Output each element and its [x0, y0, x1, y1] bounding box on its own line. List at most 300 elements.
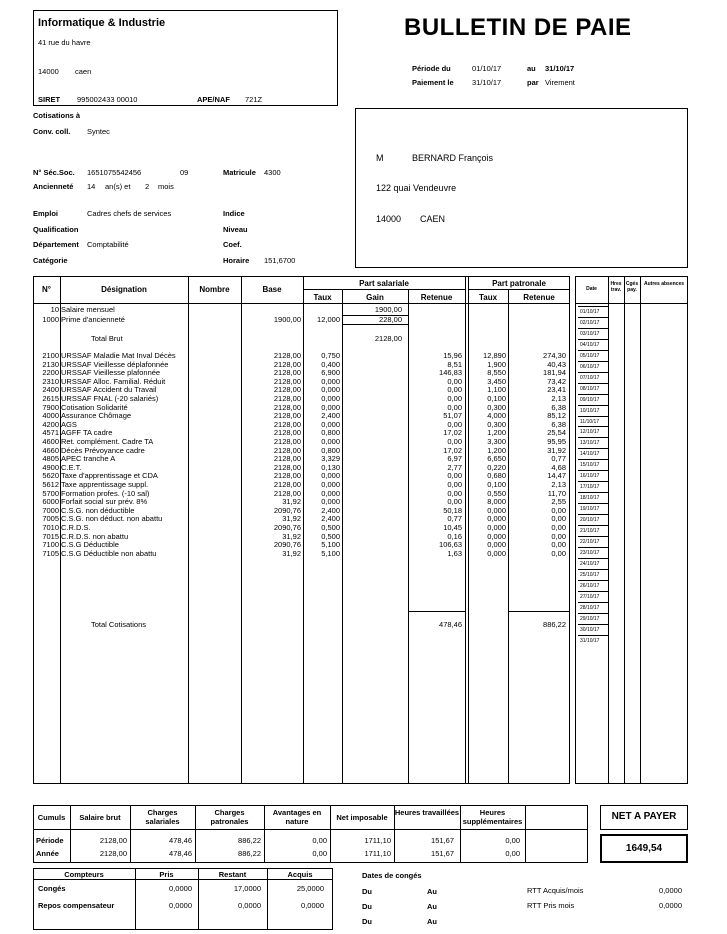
- row-retenue-patronale: 25,54: [547, 428, 566, 438]
- header-taux-patronal: Taux: [478, 293, 498, 302]
- calendar-date: 14/10/17: [578, 448, 608, 459]
- category-label: Catégorie: [33, 256, 68, 265]
- indice-label: Indice: [223, 209, 245, 218]
- header-part-salariale: Part salariale: [359, 279, 409, 288]
- row-retenue: 0,00: [447, 480, 462, 489]
- period-from: 01/10/17: [472, 64, 502, 73]
- periode-avant: 0,00: [312, 836, 327, 845]
- recipient-name: BERNARD François: [412, 153, 494, 163]
- row-retenue-patronale: 40,43: [547, 359, 566, 369]
- row-code: 7000: [42, 505, 59, 515]
- employer-city: caen: [75, 67, 92, 76]
- rtt-acquis-value: 0,0000: [659, 886, 682, 895]
- row-code: 4600: [42, 437, 59, 446]
- row-code: 5620: [42, 471, 59, 481]
- row-code: 1000: [42, 315, 59, 324]
- row-label: C.S.G. non déduct. non abattu: [61, 514, 163, 524]
- header-cges: Cgés pay.: [625, 281, 639, 293]
- row-label: C.R.D.S. non abattu: [61, 531, 129, 541]
- conges-pris: 0,0000: [169, 884, 192, 893]
- row-retenue: 50,18: [443, 505, 462, 515]
- annee-brut: 2128,00: [99, 849, 127, 858]
- calendar-date: 08/10/17: [578, 383, 608, 394]
- header-part-patronale: Part patronale: [492, 279, 546, 288]
- row-taux: 0,000: [321, 437, 340, 446]
- row-base: 2128,00: [273, 454, 301, 464]
- row-base: 2128,00: [273, 462, 301, 472]
- row-retenue: 0,00: [447, 376, 462, 386]
- leave-du-3: Du: [362, 917, 372, 926]
- department-value: Comptabilité: [87, 240, 129, 249]
- row-retenue: 0,00: [447, 497, 462, 507]
- row-taux-patronal: 0,000: [487, 531, 506, 541]
- row-code: 2100: [42, 351, 59, 360]
- row-code: 4200: [42, 419, 59, 429]
- header-base: Base: [262, 285, 282, 294]
- calendar-date: 05/10/17: [578, 350, 608, 361]
- cumuls-avant-header: Avantages en nature: [272, 808, 322, 826]
- row-retenue: 0,00: [447, 471, 462, 481]
- ssn-value: 1651075542456: [87, 168, 142, 177]
- employer-postcode: 14000: [38, 67, 59, 76]
- calendar-date: 21/10/17: [578, 525, 608, 536]
- seniority-months: 2: [145, 182, 150, 191]
- cumuls-net-header: Net imposable: [336, 813, 388, 822]
- pay-date-label: Paiement le: [412, 78, 454, 87]
- row-retenue-patronale: 95,95: [547, 437, 566, 446]
- row-taux-patronal: 12,890: [483, 351, 506, 360]
- rtt-pris-label: RTT Pris mois: [527, 901, 575, 910]
- row-base: 2128,00: [273, 445, 301, 455]
- row-base: 2128,00: [273, 488, 301, 498]
- row-base: 31,92: [282, 514, 301, 524]
- calendar-date: 24/10/17: [578, 558, 608, 569]
- header-gain: Gain: [366, 293, 384, 302]
- siret-label: SIRET: [38, 95, 61, 104]
- row-code: 6000: [42, 497, 59, 507]
- row-base: 2090,76: [273, 540, 301, 550]
- calendar-date: 12/10/17: [578, 426, 608, 437]
- row-taux-patronal: 4,000: [487, 411, 506, 421]
- employer-address: 41 rue du havre: [38, 38, 91, 47]
- seniority-months-label: mois: [158, 182, 174, 191]
- total-brut-value: 2128,00: [374, 334, 402, 343]
- row-retenue: 0,77: [447, 514, 462, 524]
- row-base: 2090,76: [273, 523, 301, 532]
- calendar-date: 28/10/17: [578, 602, 608, 613]
- counters-restant-header: Restant: [218, 870, 247, 879]
- row-retenue: 0,00: [447, 394, 462, 403]
- row-taux-patronal: 0,000: [487, 540, 506, 550]
- niveau-label: Niveau: [223, 225, 248, 234]
- row-label: Cotisation Solidarité: [61, 402, 128, 412]
- row-code: 2310: [42, 376, 59, 386]
- row-gain: 228,00: [379, 315, 402, 324]
- annee-net: 1711,10: [364, 849, 391, 858]
- pay-date: 31/10/17: [472, 78, 502, 87]
- row-retenue-patronale: 274,30: [543, 351, 566, 360]
- row-label: Ret. complément. Cadre TA: [61, 437, 154, 446]
- calendar-date: 03/10/17: [578, 328, 608, 339]
- row-retenue: 10,45: [443, 523, 462, 532]
- row-taux-patronal: 8,000: [487, 497, 506, 507]
- row-taux: 2,400: [321, 411, 340, 421]
- siret-value: 995002433 00010: [77, 95, 138, 104]
- row-retenue: 51,07: [443, 411, 462, 421]
- row-code: 4805: [42, 454, 59, 464]
- calendar-date: 25/10/17: [578, 569, 608, 580]
- row-taux-patronal: 1,900: [487, 359, 506, 369]
- row-code: 5612: [42, 480, 59, 489]
- repos-pris: 0,0000: [169, 901, 192, 910]
- row-taux-patronal: 0,000: [487, 523, 506, 532]
- calendar-date: 11/10/17: [578, 416, 608, 427]
- row-base: 2128,00: [273, 437, 301, 446]
- row-base: 2128,00: [273, 359, 301, 369]
- row-taux-patronal: 3,300: [487, 437, 506, 446]
- calendar-date: 30/10/17: [578, 624, 608, 635]
- row-base: 2128,00: [273, 376, 301, 386]
- row-retenue-patronale: 85,12: [547, 411, 566, 421]
- periode-csal: 478,46: [169, 836, 192, 845]
- periode-net: 1711,10: [364, 836, 391, 845]
- row-taux-patronal: 0,300: [487, 402, 506, 412]
- header-retenue: Retenue: [420, 293, 453, 302]
- matricule-value: 4300: [264, 168, 281, 177]
- row-base: 2128,00: [273, 419, 301, 429]
- row-retenue: 8,51: [447, 359, 462, 369]
- row-retenue-patronale: 0,00: [551, 531, 566, 541]
- recipient-postcode: 14000: [376, 214, 402, 224]
- row-retenue: 0,00: [447, 385, 462, 395]
- row-taux: 0,000: [321, 471, 340, 481]
- row-taux-patronal: 8,550: [487, 368, 506, 378]
- emploi-value: Cadres chefs de services: [87, 209, 172, 218]
- calendar-date: 19/10/17: [578, 503, 608, 514]
- row-taux: 0,130: [321, 462, 340, 472]
- row-code: 4660: [42, 445, 59, 455]
- row-retenue: 0,00: [447, 488, 462, 498]
- row-base: 2128,00: [273, 368, 301, 378]
- row-gain: 1900,00: [374, 305, 402, 314]
- row-retenue-patronale: 6,38: [551, 419, 566, 429]
- annee-cpat: 886,22: [238, 849, 261, 858]
- header-num: N°: [42, 285, 51, 294]
- row-taux: 0,000: [321, 497, 340, 507]
- row-label: AGFF TA cadre: [61, 428, 113, 438]
- row-taux: 0,000: [321, 376, 340, 386]
- calendar-date: 27/10/17: [578, 591, 608, 602]
- leave-au-3: Au: [427, 917, 437, 926]
- row-label: C.E.T.: [61, 462, 82, 472]
- row-label: AGS: [61, 419, 77, 429]
- calendar-date: 23/10/17: [578, 547, 608, 558]
- row-taux: 12,000: [317, 315, 340, 324]
- row-taux-patronal: 6,650: [487, 454, 506, 464]
- row-base: 2128,00: [273, 402, 301, 412]
- row-label: Taxe d'apprentissage et CDA: [61, 471, 158, 481]
- calendar-date: 13/10/17: [578, 437, 608, 448]
- row-retenue-patronale: 11,70: [547, 488, 566, 498]
- row-retenue: 0,00: [447, 437, 462, 446]
- row-taux: 0,750: [321, 351, 340, 360]
- leave-dates-title: Dates de congés: [362, 871, 422, 880]
- horaire-label: Horaire: [223, 256, 250, 265]
- row-taux: 0,500: [321, 523, 340, 532]
- row-taux-patronal: 0,300: [487, 419, 506, 429]
- row-label: URSSAF FNAL (-20 salariés): [61, 394, 159, 403]
- row-retenue: 2,77: [447, 462, 462, 472]
- row-taux-patronal: 1,200: [487, 428, 506, 438]
- row-code: 2615: [42, 394, 59, 403]
- row-code: 7015: [42, 531, 59, 541]
- counters-acquis-header: Acquis: [287, 870, 313, 879]
- row-label: URSSAF Maladie Mat Inval Décès: [61, 351, 176, 360]
- row-taux: 0,000: [321, 488, 340, 498]
- annee-csal: 478,46: [169, 849, 192, 858]
- leave-du-1: Du: [362, 887, 372, 896]
- row-code: 7005: [42, 514, 59, 524]
- row-taux-patronal: 0,000: [487, 514, 506, 524]
- row-taux-patronal: 0,680: [487, 471, 506, 481]
- row-label: Formation profes. (-10 sal): [61, 488, 150, 498]
- leave-au-2: Au: [427, 902, 437, 911]
- row-code: 2130: [42, 359, 59, 369]
- row-label: C.R.D.S.: [61, 523, 91, 532]
- row-base: 2128,00: [273, 428, 301, 438]
- row-taux: 0,800: [321, 445, 340, 455]
- conges-label: Congés: [38, 884, 66, 893]
- row-taux-patronal: 1,100: [487, 385, 506, 395]
- row-taux: 0,000: [321, 402, 340, 412]
- pay-method: Virement: [545, 78, 575, 87]
- row-retenue-patronale: 2,55: [551, 497, 566, 507]
- row-taux-patronal: 0,550: [487, 488, 506, 498]
- emploi-label: Emploi: [33, 209, 59, 218]
- row-taux: 0,000: [321, 480, 340, 489]
- header-autres: Autres absences: [643, 281, 685, 287]
- row-retenue-patronale: 181,94: [543, 368, 566, 378]
- net-a-payer-value: 1649,54: [625, 843, 663, 854]
- row-base: 1900,00: [273, 315, 301, 324]
- row-code: 4900: [42, 462, 59, 472]
- recipient-civility: M: [376, 153, 384, 163]
- calendar-date: 10/10/17: [578, 405, 608, 416]
- row-taux: 0,800: [321, 428, 340, 438]
- row-retenue-patronale: 0,00: [551, 540, 566, 550]
- row-code: 4000: [42, 411, 59, 421]
- row-retenue-patronale: 0,00: [551, 514, 566, 524]
- row-base: 2128,00: [273, 394, 301, 403]
- row-code: 7900: [42, 402, 59, 412]
- leave-du-2: Du: [362, 902, 372, 911]
- row-retenue-patronale: 73,42: [547, 376, 566, 386]
- row-retenue-patronale: 4,68: [551, 462, 566, 472]
- ssn-key: 09: [180, 168, 189, 177]
- period-to-label: au: [527, 64, 536, 73]
- total-cotisations-patronal: 886,22: [543, 620, 566, 629]
- calendar-date: 06/10/17: [578, 361, 608, 372]
- row-retenue-patronale: 0,77: [551, 454, 566, 464]
- total-cotisations-salarial: 478,46: [439, 620, 462, 629]
- row-taux: 0,000: [321, 394, 340, 403]
- horaire-value: 151,6700: [264, 256, 296, 265]
- period-to: 31/10/17: [545, 64, 575, 73]
- rtt-acquis-label: RTT Acquis/mois: [527, 886, 584, 895]
- qualification-label: Qualification: [33, 225, 79, 234]
- matricule-label: Matricule: [223, 168, 256, 177]
- row-retenue: 0,00: [447, 402, 462, 412]
- row-base: 31,92: [282, 497, 301, 507]
- ssn-label: N° Séc.Soc.: [33, 168, 75, 177]
- row-retenue: 106,63: [439, 540, 462, 550]
- conv-label: Conv. coll.: [33, 127, 71, 136]
- calendar-date: 22/10/17: [578, 536, 608, 547]
- header-retenue-patronale: Retenue: [523, 293, 555, 302]
- calendar-date: 04/10/17: [578, 339, 608, 350]
- seniority-label: Ancienneté: [33, 182, 74, 191]
- row-taux-patronal: 0,100: [487, 480, 506, 489]
- row-taux: 2,400: [321, 505, 340, 515]
- row-label: URSSAF Vieillesse plafonnée: [61, 368, 161, 378]
- calendar-date: 15/10/17: [578, 459, 608, 470]
- cumuls-periode-label: Période: [36, 836, 64, 845]
- counters-pris-header: Pris: [159, 870, 174, 879]
- department-label: Département: [33, 240, 79, 249]
- employer-name: Informatique & Industrie: [38, 17, 166, 29]
- row-retenue-patronale: 2,13: [551, 394, 566, 403]
- header-taux: Taux: [313, 293, 332, 302]
- net-a-payer-label: NET A PAYER: [611, 811, 677, 822]
- row-code: 5700: [42, 488, 59, 498]
- repos-acquis: 0,0000: [301, 901, 324, 910]
- counters-header: Compteurs: [64, 870, 104, 879]
- row-code: 2400: [42, 385, 59, 395]
- row-retenue-patronale: 0,00: [551, 505, 566, 515]
- row-base: 2128,00: [273, 351, 301, 360]
- row-taux: 2,400: [321, 514, 340, 524]
- calendar-date: 17/10/17: [578, 481, 608, 492]
- cumuls-cpat-header: Charges patronales: [210, 808, 249, 826]
- row-code: 7010: [42, 523, 59, 532]
- periode-cpat: 886,22: [238, 836, 261, 845]
- total-cotisations-label: Total Cotisations: [91, 620, 147, 629]
- row-label: Forfait social sur prév. 8%: [61, 497, 148, 507]
- row-taux-patronal: 3,450: [487, 376, 506, 386]
- calendar-date: 01/10/17: [578, 306, 608, 317]
- row-label: Décès Prévoyance cadre: [61, 445, 145, 455]
- calendar-date: 26/10/17: [578, 580, 608, 591]
- row-retenue: 6,97: [447, 454, 462, 464]
- row-retenue-patronale: 6,38: [551, 402, 566, 412]
- conges-restant: 17,0000: [233, 884, 261, 893]
- repos-restant: 0,0000: [238, 901, 261, 910]
- seniority-years: 14: [87, 182, 96, 191]
- row-retenue: 17,02: [443, 428, 462, 438]
- row-taux: 0,000: [321, 385, 340, 395]
- leave-au-1: Au: [427, 887, 437, 896]
- seniority-years-label: an(s) et: [105, 182, 131, 191]
- row-code: 7105: [42, 548, 59, 558]
- coef-label: Coef.: [223, 240, 242, 249]
- calendar-date: 31/10/17: [578, 635, 608, 646]
- row-base: 2128,00: [273, 385, 301, 395]
- ape-label: APE/NAF: [197, 95, 230, 104]
- row-code: 4571: [42, 428, 59, 438]
- row-label: URSSAF Vieillesse déplafonnée: [61, 359, 169, 369]
- row-code: 10: [50, 305, 59, 314]
- conv-value: Syntec: [87, 127, 110, 136]
- calendar-date: 16/10/17: [578, 470, 608, 481]
- cumuls-brut-header: Salaire brut: [79, 813, 121, 822]
- calendar-date: 02/10/17: [578, 317, 608, 328]
- row-retenue-patronale: 14,47: [547, 471, 566, 481]
- row-retenue-patronale: 2,13: [551, 480, 566, 489]
- row-base: 2128,00: [273, 411, 301, 421]
- row-taux: 0,400: [321, 359, 340, 369]
- row-label: Salaire mensuel: [61, 305, 115, 314]
- contrib-label: Cotisations à: [33, 111, 81, 120]
- row-taux: 0,000: [321, 419, 340, 429]
- conges-acquis: 25,0000: [296, 884, 324, 893]
- row-retenue: 1,63: [447, 548, 462, 558]
- row-retenue-patronale: 0,00: [551, 548, 566, 558]
- row-label: Taxe apprentissage suppl.: [61, 480, 149, 489]
- row-label: URSSAF Accident du Travail: [61, 385, 157, 395]
- row-label: C.S.G Déductible non abattu: [61, 548, 157, 558]
- total-brut-label: Total Brut: [91, 334, 123, 343]
- row-taux-patronal: 0,220: [487, 462, 506, 472]
- cumuls-heures-header: Heures travaillées: [394, 808, 460, 817]
- row-retenue: 17,02: [443, 445, 462, 455]
- row-retenue: 0,16: [447, 531, 462, 541]
- row-taux: 3,329: [321, 454, 340, 464]
- document-title: BULLETIN DE PAIE: [404, 14, 632, 41]
- row-taux: 5,100: [321, 540, 340, 550]
- cumuls-label: Cumuls: [37, 813, 66, 822]
- row-base: 2090,76: [273, 505, 301, 515]
- header-designation: Désignation: [101, 285, 147, 294]
- cumuls-annee-label: Année: [36, 849, 59, 858]
- periode-supp: 0,00: [505, 836, 520, 845]
- header-date: Date: [586, 286, 597, 292]
- row-label: Prime d'ancienneté: [61, 315, 125, 324]
- repos-label: Repos compensateur: [38, 901, 115, 910]
- row-base: 2128,00: [273, 471, 301, 481]
- periode-brut: 2128,00: [99, 836, 127, 845]
- row-taux: 0,500: [321, 531, 340, 541]
- ape-value: 721Z: [245, 95, 263, 104]
- row-taux-patronal: 0,000: [487, 505, 506, 515]
- header-hres: Hres trav.: [610, 281, 622, 293]
- row-retenue-patronale: 23,41: [547, 385, 566, 395]
- cumuls-csal-header: Charges salariales: [145, 808, 180, 826]
- row-retenue-patronale: 0,00: [551, 523, 566, 532]
- row-code: 2200: [42, 368, 59, 378]
- cumuls-supp-header: Heures supplémentaires: [462, 808, 523, 826]
- calendar-date: 20/10/17: [578, 514, 608, 525]
- row-code: 7100: [42, 540, 59, 550]
- row-base: 31,92: [282, 531, 301, 541]
- annee-avant: 0,00: [312, 849, 327, 858]
- row-label: C.S.G Déductible: [61, 540, 119, 550]
- row-retenue-patronale: 31,92: [547, 445, 566, 455]
- periode-heures: 151,67: [431, 836, 454, 845]
- row-base: 31,92: [282, 548, 301, 558]
- row-label: APEC tranche A: [61, 454, 116, 464]
- row-label: URSSAF Alloc. Familial. Réduit: [61, 376, 166, 386]
- calendar-date: 07/10/17: [578, 372, 608, 383]
